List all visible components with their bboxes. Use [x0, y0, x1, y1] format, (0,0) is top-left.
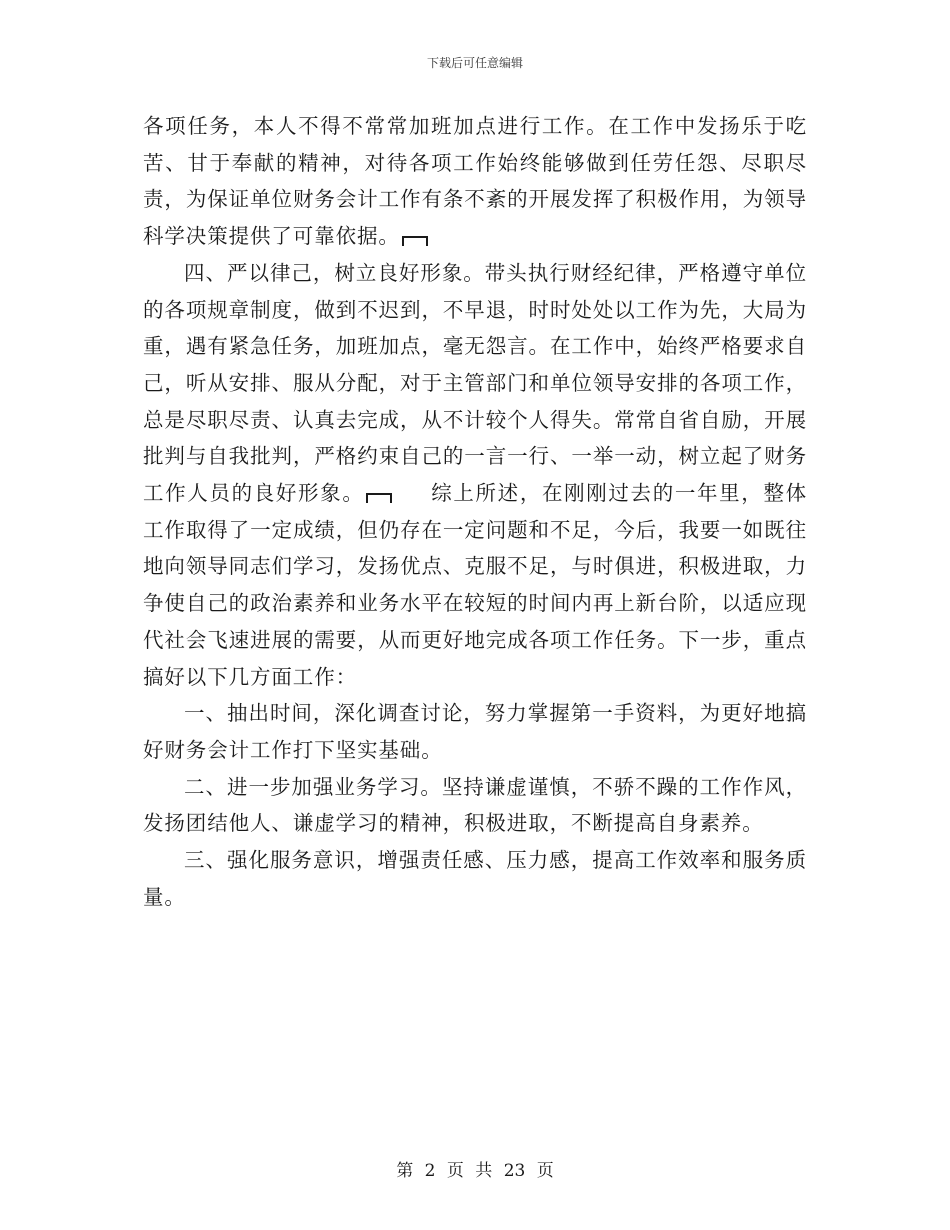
document-body	[143, 108, 807, 915]
paragraph-text: 四、严以律己，树立良好形象。带头执行财经纪律，严格遵守单位的各项规章制度，做到不迟到，不早退，时时处处以工作为先，大局为重，遇有紧急任务，加班加点，毫无怨言。在工作中，始终严格要求自己，听从安排、服从分配，对于主管部门和单位领导安排的各项工作，总是尽职尽责、认真去完成，从不计较个人得失。常常自省自励，开展批判与自我批判，严格约束自己的一言一行、一举一动，树立起了财务工作人员的良好形象。	[143, 260, 807, 506]
paragraph-summary-text: 综上所述，在刚刚过去的一年里，整体工作取得了一定成绩，但仍存在一定问题和不足，今后，我要一如既往地向领导同志们学习，发扬优点、克服不足，与时俱进，积极进取，力争使自己的政治素养和业务水平在较短的时间内再上新台阶，以适应现代社会飞速进展的需要，从而更好地完成各项工作任务。下一步，重点搞好以下几方面工作：	[143, 481, 807, 689]
paragraph-item-1: 一、抽出时间，深化调查讨论，努力掌握第一手资料，为更好地搞好财务会计工作打下坚实基础。	[143, 701, 807, 762]
paragraph-item-2: 二、进一步加强业务学习。坚持谦虚谨慎，不骄不躁的工作作风，发扬团结他人、谦虚学习的精神，积极进取，不断提高自身素养。	[143, 774, 807, 836]
page-header: 下载后可任意编辑	[426, 56, 523, 70]
paragraph-text: 各项任务，本人不得不常常加班加点进行工作。在工作中发扬乐于吃苦、甘于奉献的精神，对待各项工作始终能够做到任劳任怨、尽职尽责，为保证单位财务会计工作有条不紊的开展发挥了积极作用，为领导科学决策提供了可靠依据。	[143, 114, 807, 249]
page-number: 第 2 页 共 23 页	[396, 1161, 554, 1181]
paragraph-discipline	[143, 255, 807, 695]
paragraph-continuation	[143, 108, 807, 255]
paragraph-item-3: 三、强化服务意识，增强责任感、压力感，提高工作效率和服务质量。	[143, 848, 807, 909]
paragraph-mark-icon	[402, 236, 428, 246]
paragraph-mark-icon	[366, 493, 392, 503]
